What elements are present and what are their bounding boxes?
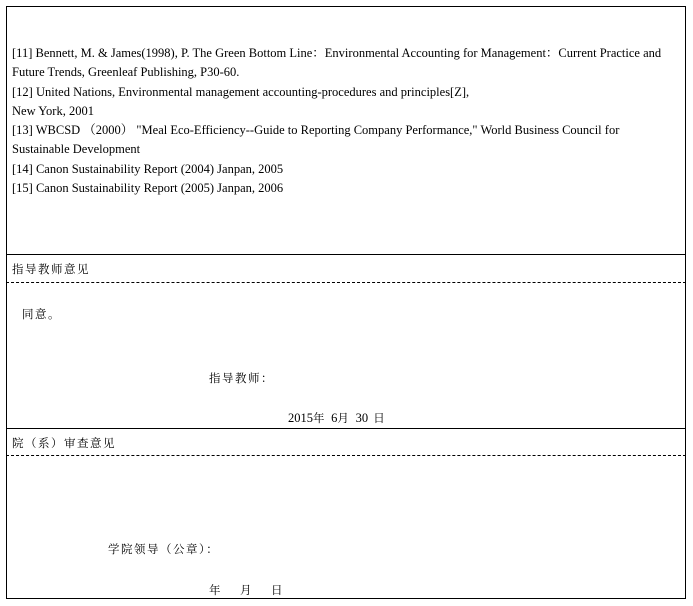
reference-item: [11] Bennett, M. & James(1998), P. The Green Bottom Line：Environmental Accounting for Management：Current Practice and Future Trends, Greenleaf Publishing, P30-60. (12, 46, 662, 80)
reference-item: [15] Canon Sustainability Report (2005) Janpan, 2006 (12, 181, 284, 196)
advisor-date (288, 410, 386, 426)
date-day: 30 (355, 411, 369, 425)
date-year: 2015 (288, 411, 313, 425)
advisor-opinion-text: 同意。 (22, 307, 61, 321)
department-section-heading: 院（系）审查意见 (12, 436, 116, 450)
dashed-divider (6, 282, 686, 283)
reference-item: [12] United Nations, Environmental management accounting-procedures and principles[Z], (12, 84, 470, 99)
date-year-char: 年 (313, 411, 326, 425)
date-month: 6 (331, 411, 338, 425)
date-day-char: 日 (373, 411, 387, 425)
reference-item: [13] WBCSD （2000） "Meal Eco-Efficiency--Guide to Reporting Company Performance," World Business Council for Sustainable Development (12, 123, 620, 157)
dashed-divider (6, 455, 686, 456)
department-signature-label: 学院领导（公章）： (108, 542, 220, 556)
reference-item: New York, 2001 (12, 103, 94, 118)
reference-item: [14] Canon Sustainability Report (2004) Janpan, 2005 (12, 161, 284, 176)
advisor-section-heading: 指导教师意见 (12, 262, 90, 276)
reference-list (12, 44, 680, 198)
date-month-char: 月 (337, 411, 351, 425)
section-divider (6, 254, 686, 255)
advisor-signature-label: 指导教师： (209, 371, 274, 385)
section-divider (6, 428, 686, 429)
department-date: 年 月 日 (209, 583, 287, 597)
